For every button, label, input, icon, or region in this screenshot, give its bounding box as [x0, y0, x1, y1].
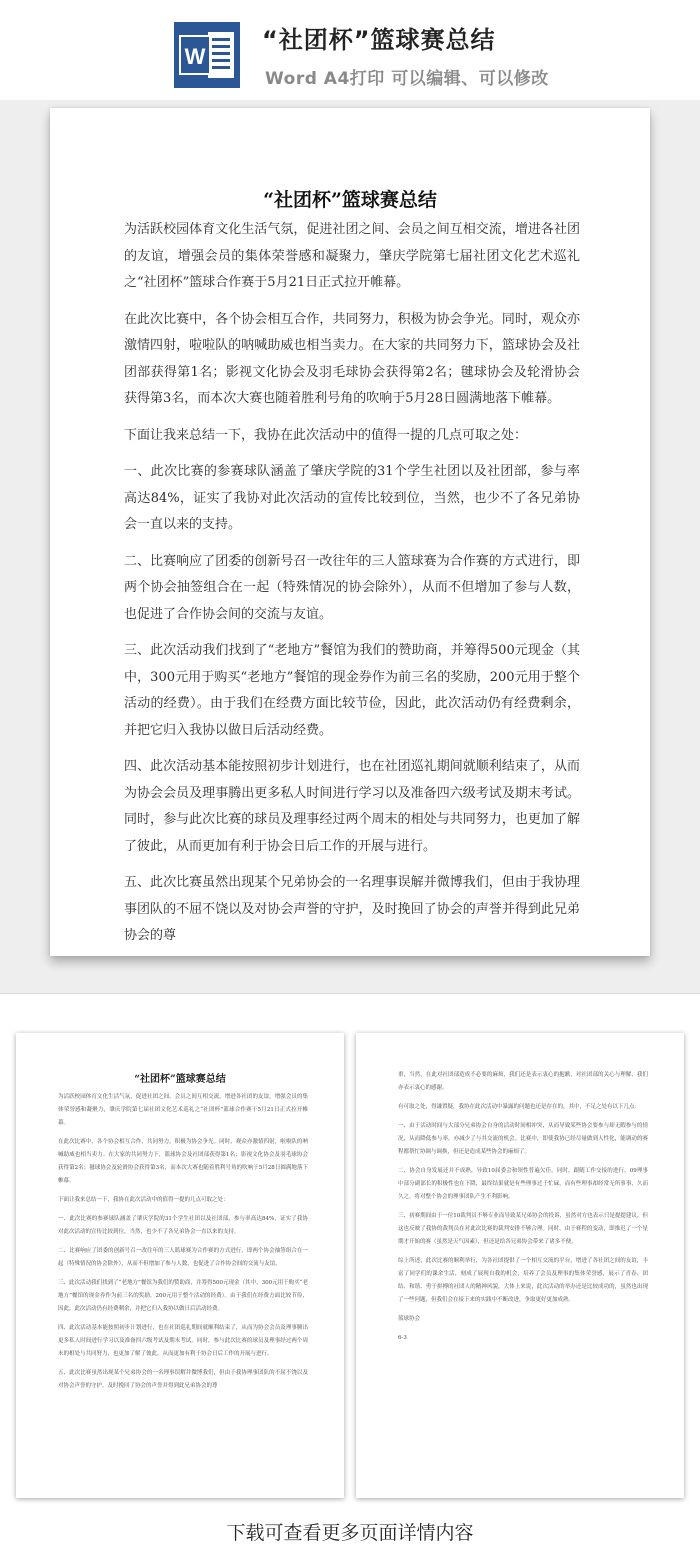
thumbnail-paragraph: 二、比赛响应了团委的创新号召一改往年的三人篮球赛为合作赛的方式进行，即两个协会抽签组合在一起（特殊情况的协会除外），从而不但增加了参与人数，也促进了合作协会间的交流与友谊。 — [58, 1248, 308, 1267]
thumbnail-title: “社团杯”篮球赛总结 — [134, 1074, 226, 1085]
header-subtitle: Word A4打印 可以编辑、可以修改 — [265, 69, 549, 89]
paragraph: 五、此次比赛虽然出现某个兄弟协会的一名理事误解并微博我们，但由于我协理事团队的不屈不饶以及对协会声誉的守护，及时挽回了协会的声誉并得到此兄弟协会的尊 — [124, 875, 580, 943]
paragraph: 在此次比赛中，各个协会相互合作，共同努力，积极为协会争光。同时，观众亦激情四射，啦啦队的呐喊助威也相当卖力。在大家的共同努力下，篮球协会及社团部获得第1名；影视文化协会及羽毛球协会获得第2名；毽球协会及轮滑协会获得第3名，而本次大赛也随着胜利号角的吹响于5月28日圆满地落下帷幕。 — [124, 311, 580, 406]
thumbnail-paragraph: 二、协会自身发展还并不成熟，导致10届委会和领性普遍欠佳，同时，跟随工作交接的进行，09理事中部分副部长的积极性也在下降，最终结果就是有些理事过于忙碌，而有些理事却经常无所事事，久而久之，将对整个协会的理事团队产生不利影响。 — [398, 1168, 648, 1200]
thumbnail-paragraph: 综上所述，此次比赛的顺利举行，为各社团提供了一个相互交流的平台，增进了各社团之间的友谊，丰富了同学们的课余生活，刻成了展现自我的机会，培养了会员及理事的集体荣誉感，展示了青春、团结、和谐、勇于拼搏的社团人的精神风貌，大体上来说，此次活动的举办还是比较成功的，虽然也出现了一些问题，但我们会在接下来的实践中不断改进，争取更好更加成熟。 — [398, 1258, 648, 1303]
thumbnail-paragraph: 下面让我来总结一下，我协在此次活动中的值得一提的几点可取之处： — [58, 1197, 229, 1203]
download-more-link[interactable]: 下载可查看更多页面详情内容 — [226, 1522, 474, 1544]
document-page — [50, 108, 650, 956]
paragraph: 三、此次活动我们找到了“老地方”餐馆为我们的赞助商，并筹得500元现金（其中，300元用于购买“老地方”餐馆的现金券作为前三名的奖励，200元用于整个活动的经费）。由于我们在经费方面比较节俭，因此，此次活动仍有经费剩余，并把它归入我协以做日后活动经费。 — [124, 643, 580, 738]
header-title: “社团杯”篮球赛总结 — [262, 26, 496, 54]
thumbnail-signature: 篮球协会 — [398, 1316, 421, 1322]
thumbnail-paragraph: 三、初赛期间由于一位10裁判员不够专业而导致某兄弟协会的投诉，虽然对方也表示只是提提建议，但这也反映了我协的裁判员在对此次比赛的裁判安排不够合理。同时，由于赛程的变动，即推迟了一个星期才开始的赛（虽然是天气因素），但还是给各兄弟协会带来了诸多不便。 — [398, 1213, 648, 1245]
paragraph: 二、比赛响应了团委的创新号召一改往年的三人篮球赛为合作赛的方式进行，即两个协会抽签组合在一起（特殊情况的协会除外），从而不但增加了参与人数，也促进了合作协会间的交流与友谊。 — [124, 553, 580, 622]
thumbnail-paragraph: 在此次比赛中，各个协会相互合作，共同努力，积极为协会争光。同时，观众亦激情四射，啦啦队的呐喊助威也相当卖力。在大家的共同努力下，篮球协会及社团部获得第1名；影视文化协会及羽毛球协会获得第2名；毽球协会及轮滑协会获得第3名，而本次大赛也随着胜利号角的吹响于5月28日圆满地落下帷幕。 — [58, 1139, 308, 1184]
page-thumbnail-2[interactable] — [356, 1033, 684, 1498]
thumbnail-date: 6-3 — [398, 1335, 407, 1341]
page-thumbnail-1[interactable] — [16, 1033, 344, 1498]
paragraph: 为活跃校园体育文化生活气氛，促进社团之间、会员之间互相交流，增进各社团的友谊，增强会员的集体荣誉感和凝聚力，肇庆学院第七届社团文化艺术巡礼之“社团杯”篮球合作赛于5月21日正式拉开帷幕。 — [124, 222, 580, 290]
thumbnail-paragraph: 四、此次活动基本能按照初步计划进行，也在社团巡礼期间就顺利结束了，从而为协会会员及理事腾出更多私人时间进行学习以及准备四六级考试及期末考试。同时，参与此次比赛的球员及理事经过两个周末的相处与共同努力，也更加了解了彼此，从而更加有利于协会日后工作的开展与进行。 — [58, 1325, 308, 1357]
thumbnail-paragraph: 一、由于活动时间与大部分兄弟协会自身的活动时间相冲突，从而导致某些协会要参与却无暇参与的情况，从而降低参与率，亦减少了与其交流的机会。比赛中，即使我协已经尽量做到人性化，能调动的赛程都帮忙协调与调换，但还是造成某些协会的麻烦了。 — [398, 1123, 648, 1155]
svg-text:W: W — [184, 44, 206, 69]
thumbnail-body — [398, 1069, 648, 1351]
thumbnail-paragraph: 一、此次比赛的参赛球队涵盖了肇庆学院的31个学生社团以及社团部，参与率高达84%，证实了我协对此次活动的宣传比较到位，当然，也少不了各兄弟协会一直以来的支持。 — [58, 1216, 308, 1235]
paragraph: 四、此次活动基本能按照初步计划进行，也在社团巡礼期间就顺利结束了，从而为协会会员及理事腾出更多私人时间进行学习以及准备四六级考试及期末考试。同时，参与此次比赛的球员及理事经过两个周末的相处与共同努力，也更加了解了彼此，从而更加有利于协会日后工作的开展与进行。 — [124, 759, 580, 854]
thumbnail-paragraph: 为活跃校园体育文化生活气氛，促进社团之间、会员之间互相交流，增进各社团的友谊，增强会员的集体荣誉感和凝聚力，肇庆学院第七届社团文化艺术巡礼之“社团杯”篮球合作赛于5月21日正式拉开帷幕。 — [58, 1094, 308, 1126]
page-header — [0, 0, 700, 100]
thumbnail-body — [58, 1091, 308, 1399]
document-body — [124, 217, 580, 956]
paragraph: 一、此次比赛的参赛球队涵盖了肇庆学院的31个学生社团以及社团部，参与率高达84%，证实了我协对此次活动的宣传比较到位，当然，也少不了各兄弟协会一直以来的支持。 — [124, 464, 580, 532]
document-title: “社团杯”篮球赛总结 — [263, 189, 437, 211]
thumbnail-paragraph: 三、此次活动我们找到了“老地方”餐馆为我们的赞助商，并筹得500元现金（其中，300元用于购买“老地方”餐馆的现金券作为前三名的奖励，200元用于整个活动的经费）。由于我们在经费方面比较节俭，因此，此次活动仍有经费剩余，并把它归入我协以做日后活动经费。 — [58, 1280, 308, 1312]
word-icon — [174, 22, 240, 88]
thumbnail-paragraph: 重，当然，在此对社团部造成不必要的麻烦，我们还是表示衷心的抱歉，对社团部的关心与理解，我们亦表示衷心的感谢。 — [398, 1072, 648, 1091]
thumbnail-paragraph: 五、此次比赛虽然出现某个兄弟协会的一名理事误解并微博我们，但由于我协理事团队的不屈不饶以及对协会声誉的守护，及时挽回了协会的声誉并得到此兄弟协会的尊 — [58, 1370, 308, 1389]
paragraph: 下面让我来总结一下，我协在此次活动中的值得一提的几点可取之处： — [124, 427, 528, 443]
thumbnail-paragraph: 有可取之处，得谦置疑，我协在此次活动中暴露的问题也还是存在的，其中，不足之处有以下几点： — [398, 1104, 641, 1110]
